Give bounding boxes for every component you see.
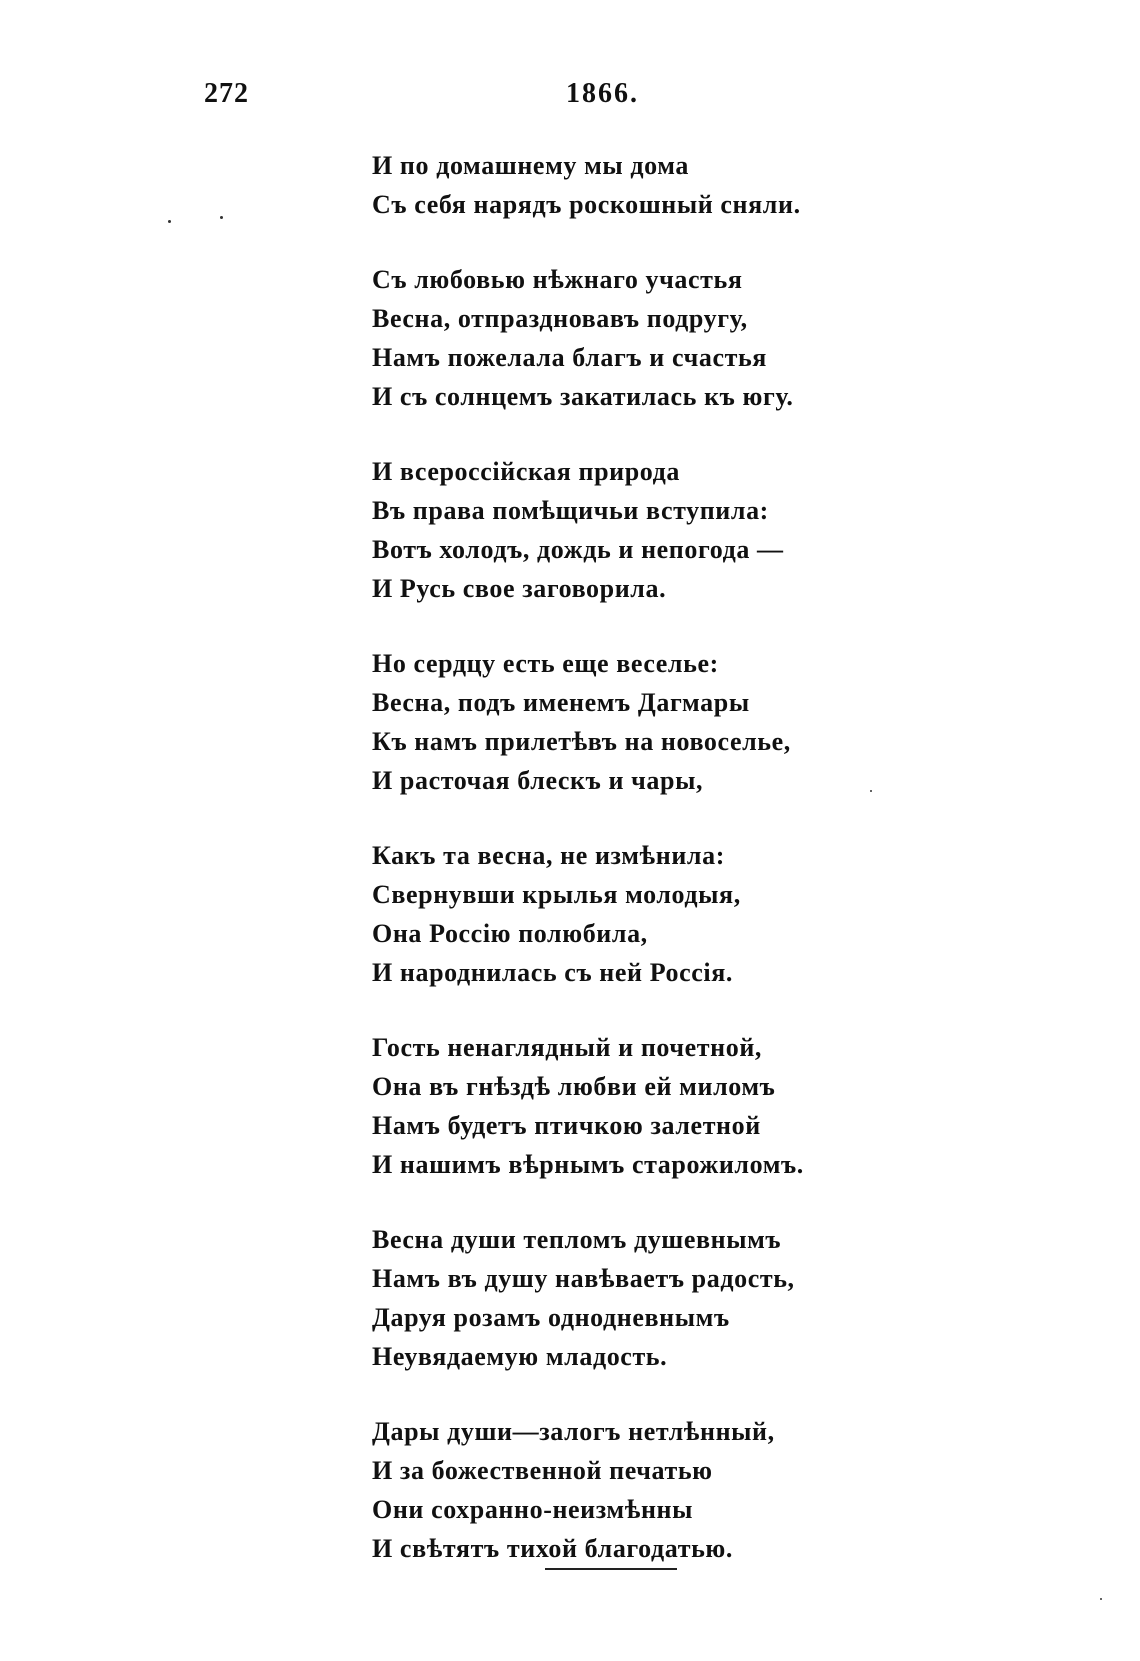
poem-line: Намъ будетъ птичкою залетной	[372, 1111, 761, 1140]
stanza	[372, 644, 892, 800]
poem-line: Дары души—залогъ нетлѣнный,	[372, 1417, 775, 1446]
poem-line: Она въ гнѣздѣ любви ей миломъ	[372, 1072, 776, 1101]
print-speck	[220, 216, 223, 219]
stanza	[372, 1220, 892, 1376]
closing-rule	[545, 1568, 677, 1570]
print-speck	[168, 220, 171, 223]
poem-line: Съ любовью нѣжнаго участья	[372, 265, 743, 294]
poem-body	[372, 146, 892, 1604]
poem-line: Весна, отпраздновавъ подругу,	[372, 304, 748, 333]
poem-line: Въ права помѣщичьи вступила:	[372, 496, 769, 525]
poem-line: Намъ пожелала благъ и счастья	[372, 343, 767, 372]
poem-line: Неувядаемую младость.	[372, 1342, 668, 1371]
poem-line: Они сохранно-неизмѣнны	[372, 1495, 694, 1524]
poem-line: Весна, подъ именемъ Дагмары	[372, 688, 750, 717]
stanza	[372, 836, 892, 992]
print-speck	[1100, 1598, 1102, 1600]
poem-line: Весна души тепломъ душевнымъ	[372, 1225, 782, 1254]
poem-line: Къ намъ прилетѣвъ на новоселье,	[372, 727, 791, 756]
stanza	[372, 1028, 892, 1184]
poem-line: Гость ненаглядный и почетной,	[372, 1033, 762, 1062]
stanza	[372, 260, 892, 416]
poem-line: И всероссійская природа	[372, 457, 681, 486]
poem-line: Свернувши крылья молодыя,	[372, 880, 741, 909]
running-head-year: 1866.	[566, 78, 639, 109]
page-number: 272	[204, 78, 249, 109]
poem-line: Вотъ холодъ, дождь и непогода —	[372, 535, 784, 564]
poem-line: И народнилась съ ней Россія.	[372, 958, 734, 987]
poem-line: Но сердцу есть еще веселье:	[372, 649, 719, 678]
poem-line: И Русь свое заговорила.	[372, 574, 667, 603]
poem-line: И по домашнему мы дома	[372, 151, 689, 180]
print-speck	[870, 790, 872, 792]
poem-line: Даруя розамъ однодневнымъ	[372, 1303, 730, 1332]
poem-line: Съ себя нарядъ роскошный сняли.	[372, 190, 801, 219]
poem-line: И свѣтятъ тихой благодатью.	[372, 1534, 733, 1563]
poem-line: И нашимъ вѣрнымъ старожиломъ.	[372, 1150, 804, 1179]
poem-line: Она Россію полюбила,	[372, 919, 648, 948]
poem-line: И съ солнцемъ закатилась къ югу.	[372, 382, 794, 411]
stanza	[372, 452, 892, 608]
poem-line: И расточая блескъ и чары,	[372, 766, 704, 795]
stanza	[372, 1412, 892, 1568]
poem-line: И за божественной печатью	[372, 1456, 713, 1485]
poem-line: Намъ въ душу навѣваетъ радость,	[372, 1264, 795, 1293]
poem-line: Какъ та весна, не измѣнила:	[372, 841, 725, 870]
stanza	[372, 146, 892, 224]
